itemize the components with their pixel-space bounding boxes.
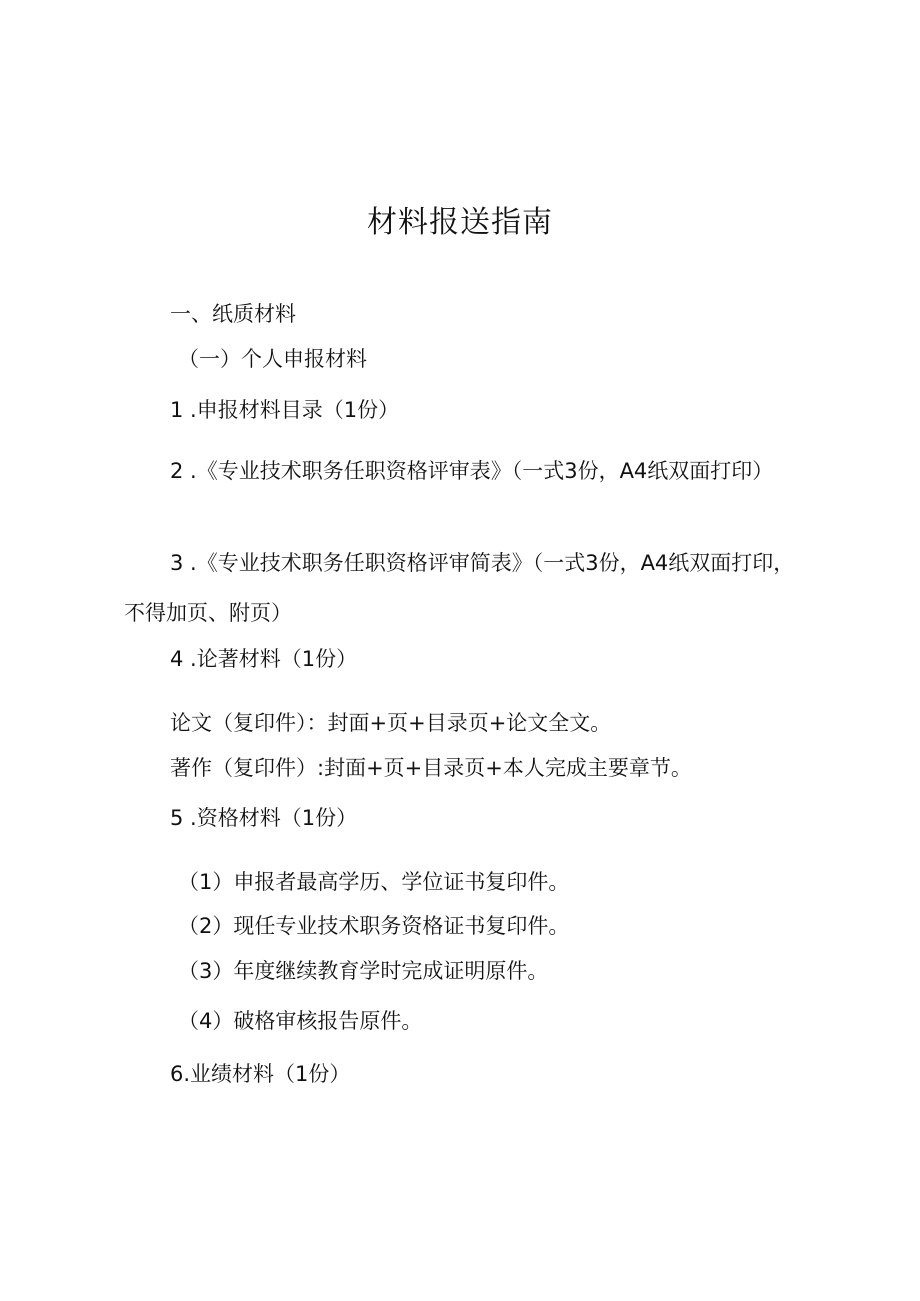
- list-item: （4）破格审核报告原件。: [178, 1009, 423, 1033]
- list-item: （1）申报者最高学历、学位证书复印件。: [178, 870, 570, 894]
- list-item: 6.业绩材料（1份）: [170, 1062, 351, 1086]
- list-item: （3）年度继续教育学时完成证明原件。: [178, 959, 549, 983]
- list-item: 著作（复印件）:封面+页+目录页+本人完成主要章节。: [170, 756, 692, 780]
- subsection-heading: （一）个人申报材料: [178, 347, 367, 371]
- section-heading: 一、纸质材料: [170, 302, 296, 326]
- list-item: （2）现任专业技术职务资格证书复印件。: [178, 914, 570, 938]
- list-item: 3 .《专业技术职务任职资格评审简表》（一式3份，A4纸双面打印，不得加页、附页）: [124, 551, 795, 625]
- list-item: 论文（复印件）：封面+页+目录页+论文全文。: [170, 711, 612, 735]
- document-title: 材料报送指南: [367, 205, 553, 240]
- list-item: 2 .《专业技术职务任职资格评审表》（一式3份，A4纸双面打印）: [170, 459, 774, 483]
- list-item: 1 .申报材料目录（1份）: [170, 398, 400, 422]
- list-item: 4 .论著材料（1份）: [170, 647, 358, 671]
- list-item: 5 .资格材料（1份）: [170, 806, 358, 830]
